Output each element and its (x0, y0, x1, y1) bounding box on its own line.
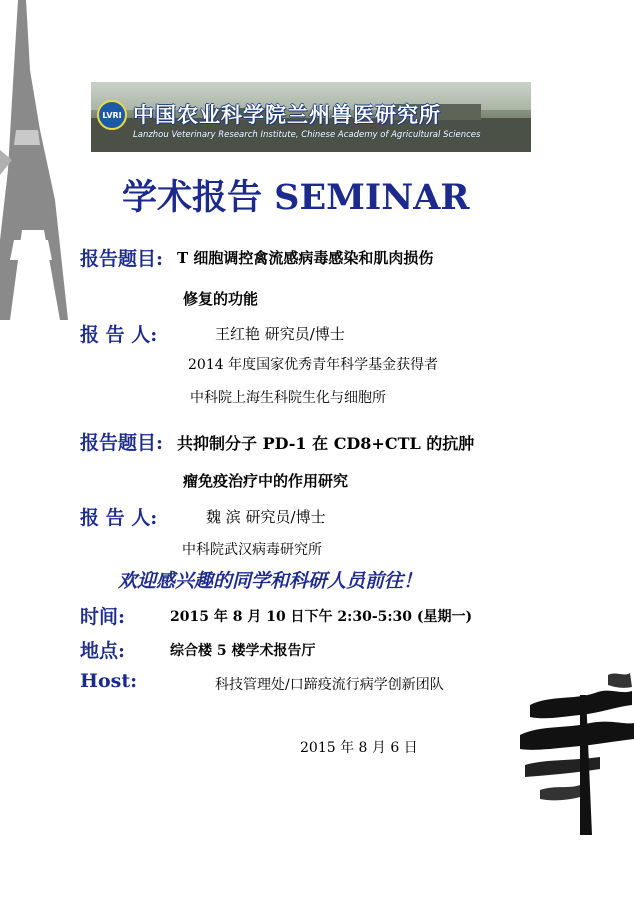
host-value: 科技管理处/口蹄疫流行病学创新团队 (215, 677, 444, 693)
tower-decoration (0, 0, 70, 330)
talk2-speaker-affiliation: 中科院武汉病毒研究所 (182, 542, 322, 558)
institute-logo: LVRI (97, 100, 127, 130)
talk1-speaker-affiliation: 中科院上海生科院生化与细胞所 (190, 390, 386, 406)
welcome-message: 欢迎感兴趣的同学和科研人员前往！ (118, 570, 423, 592)
talk2-speaker-label: 报 告 人: (80, 507, 158, 529)
talk2-topic-label: 报告题目: (80, 432, 164, 454)
talk1-speaker-label: 报 告 人: (80, 324, 158, 346)
pine-tree-decoration (520, 665, 634, 835)
institute-name: 中国农业科学院兰州兽医研究所 (133, 103, 441, 127)
talk1-topic-label: 报告题目: (80, 248, 164, 270)
talk2-topic-line1: 共抑制分子 PD-1 在 CD8+CTL 的抗肿 (177, 434, 475, 453)
institute-name-english: Lanzhou Veterinary Research Institute, Chinese Academy of Agricultural Sciences (133, 130, 481, 140)
location-value: 综合楼 5 楼学术报告厅 (170, 643, 316, 659)
institute-banner (91, 82, 531, 152)
talk1-speaker-award: 2014 年度国家优秀青年科学基金获得者 (188, 357, 439, 373)
page-title: 学术报告 SEMINAR (122, 177, 470, 218)
talk1-topic-line1: T 细胞调控禽流感病毒感染和肌肉损伤 (177, 249, 434, 267)
issue-date: 2015 年 8 月 6 日 (300, 740, 418, 756)
talk2-topic-line2: 瘤免疫治疗中的作用研究 (183, 472, 349, 490)
time-value: 2015 年 8 月 10 日下午 2:30-5:30 (星期一) (170, 609, 473, 625)
time-label: 时间: (80, 606, 126, 628)
location-label: 地点: (80, 640, 126, 662)
talk2-speaker-name: 魏 滨 研究员/博士 (206, 508, 326, 526)
talk1-speaker-name: 王红艳 研究员/博士 (215, 325, 345, 343)
talk1-topic-line2: 修复的功能 (183, 290, 259, 308)
host-label: Host: (80, 670, 138, 692)
